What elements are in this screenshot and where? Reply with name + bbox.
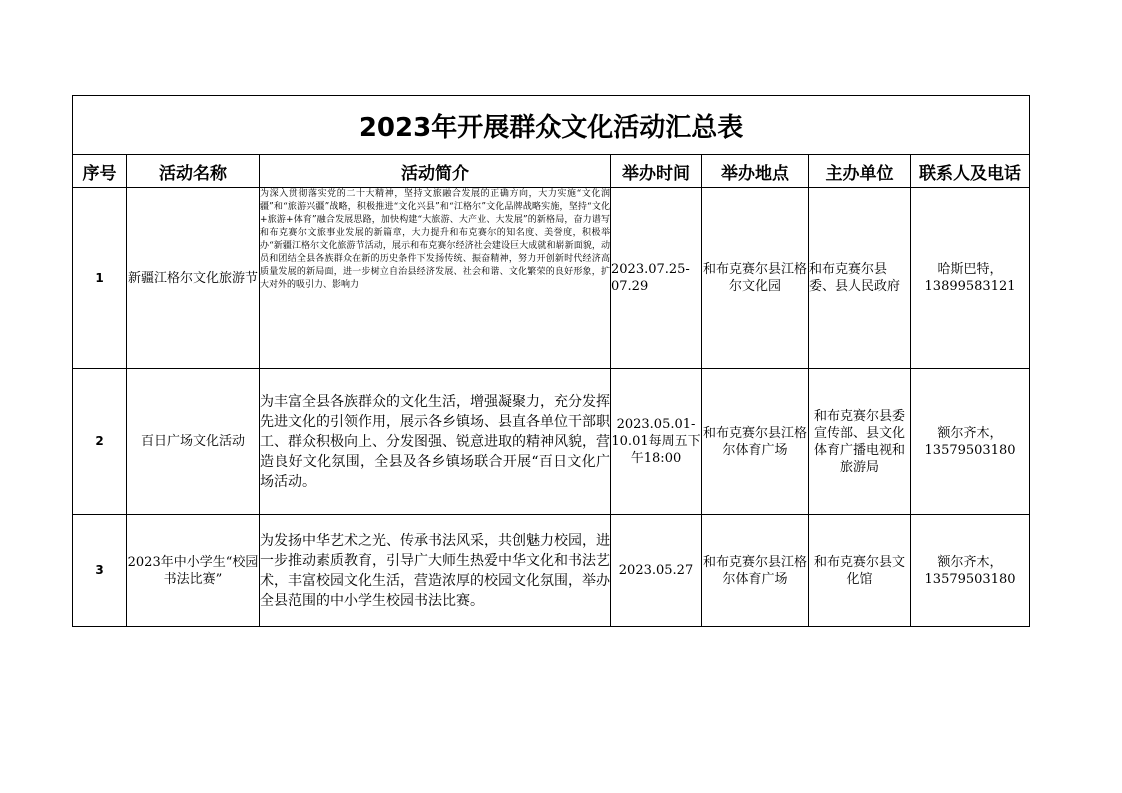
header-seq: 序号 [73,155,127,188]
row-contact: 额尔齐木，13579503180 [911,369,1030,515]
header-contact: 联系人及电话 [911,155,1030,188]
row-activity-name: 新疆江格尔文化旅游节 [127,188,260,369]
table-row [73,369,1030,515]
row-organizer: 和布克赛尔县委、县人民政府 [809,188,911,369]
row-organizer: 和布克赛尔县文化馆 [809,515,911,627]
row-contact: 额尔齐木，13579503180 [911,515,1030,627]
table-row [73,188,1030,369]
header-activity-name: 活动名称 [127,155,260,188]
row-activity-name: 2023年中小学生“校园书法比赛” [127,515,260,627]
header-organizer: 主办单位 [809,155,911,188]
row-time: 2023.07.25-07.29 [611,188,702,369]
row-summary: 为发扬中华艺术之光、传承书法风采，共创魅力校园，进一步推动素质教育，引导广大师生热爱中华文化和书法艺术，丰富校园文化生活，营造浓厚的校园文化氛围，举办全县范围的中小学生校园书法比赛。 [260,515,611,627]
row-seq: 2 [73,369,127,515]
table-title: 2023年开展群众文化活动汇总表 [73,96,1030,155]
row-time: 2023.05.27 [611,515,702,627]
row-seq: 1 [73,188,127,369]
row-summary: 为深入贯彻落实党的二十大精神，坚持文旅融合发展的正确方向，大力实施“文化润疆”和“旅游兴疆”战略，积极推进“文化兴县”和“江格尔”文化品牌战略实施，坚持“文化+旅游+体育”融合发展思路，加快构建“大旅游、大产业、大发展”的新格局，奋力谱写和布克赛尔文旅事业发展的新篇章，大力提升和布克赛尔的知名度、美誉度，积极举办“新疆江格尔文化旅游节活动，展示和布克赛尔经济社会建设巨大成就和崭新面貌，动员和团结全县各族群众在新的历史条件下发扬传统、振奋精神，努力开创新时代经济高质量发展的新局面，进一步树立自治县经济发展、社会和谐、文化繁荣的良好形象，扩大对外的吸引力、影响力 [260,188,611,369]
row-place: 和布克赛尔县江格尔体育广场 [702,515,809,627]
header-time: 举办时间 [611,155,702,188]
row-summary: 为丰富全县各族群众的文化生活，增强凝聚力，充分发挥先进文化的引领作用，展示各乡镇场、县直各单位干部职工、群众积极向上、分发图强、锐意进取的精神风貌，营造良好文化氛围，全县及各乡镇场联合开展“百日文化广场活动。 [260,369,611,515]
row-place: 和布克赛尔县江格尔文化园 [702,188,809,369]
row-organizer: 和布克赛尔县委宣传部、县文化体育广播电视和旅游局 [809,369,911,515]
row-activity-name: 百日广场文化活动 [127,369,260,515]
row-contact: 哈斯巴特，13899583121 [911,188,1030,369]
row-time: 2023.05.01-10.01每周五下午18:00 [611,369,702,515]
header-place: 举办地点 [702,155,809,188]
header-summary: 活动简介 [260,155,611,188]
row-seq: 3 [73,515,127,627]
activity-summary-table [72,95,1030,627]
table-row [73,515,1030,627]
row-place: 和布克赛尔县江格尔体育广场 [702,369,809,515]
